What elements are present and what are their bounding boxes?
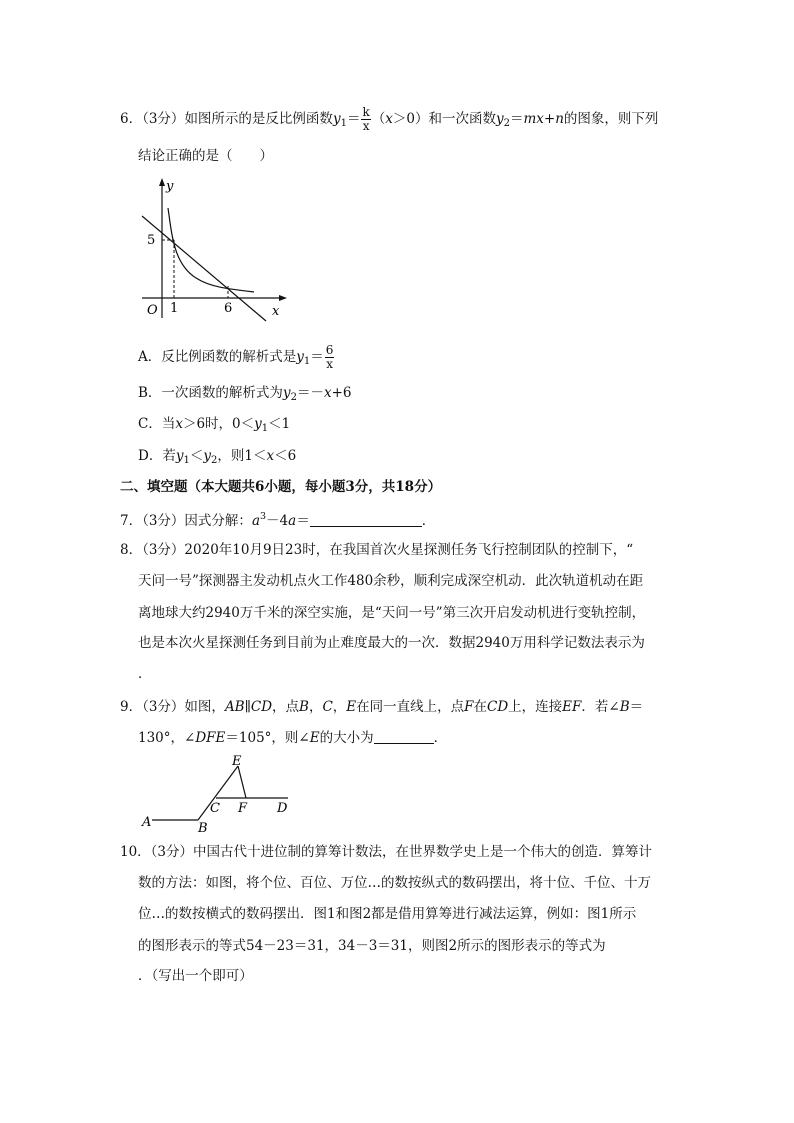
label-b: B <box>198 821 208 834</box>
label-c: C <box>210 801 220 816</box>
q9-line1: 9．（3分）如图，AB∥CD，点B，C，E在同一直线上，点F在CD上，连接EF．若∠B＝ <box>120 699 644 715</box>
label-a: A <box>142 815 152 830</box>
label-f: F <box>238 801 248 816</box>
q6-line2: 结论正确的是（ ） <box>138 148 273 164</box>
q8-line3: 离地球大约2940万千米的深空实施，是“天问一号”第三次开启发动机进行变轨控制， <box>138 605 646 621</box>
tick-5: 5 <box>147 233 156 248</box>
q10-line3: 位…的数按横式的数码摆出．图1和图2都是借用算筹进行减法运算，例如：图1所示 <box>138 906 637 922</box>
q8-line2: 天问一号”探测器主发动机点火工作480余秒，顺利完成深空机动．此次轨道机动在距 <box>138 573 644 589</box>
q10-line1: 10．（3分）中国古代十进位制的算筹计数法，在世界数学史上是一个伟大的创造．算筹计 <box>120 844 653 860</box>
q8-line1: 8．（3分）2020年10月9日23时，在我国首次火星探测任务飞行控制团队的控制下，“ <box>120 542 634 558</box>
q6-option-c: C．当x＞6时，$0<y_1<1$ <box>138 416 291 434</box>
linear-function-line <box>142 216 266 321</box>
q6-option-b: B．一次函数的解析式为$y_2=-x+6$ <box>138 385 352 403</box>
line-ef <box>238 766 246 798</box>
answer-blank[interactable] <box>374 729 434 744</box>
q10-line5: ．（写出一个即可） <box>138 968 253 984</box>
origin-label: O <box>147 303 158 318</box>
q8-line4: 也是本次火星探测任务到目前为止难度最大的一次．数据2940万用科学记数法表示为 <box>138 635 645 651</box>
q6-option-a: A．反比例函数的解析式是$y_1=$ $\frac{6}{x}$ <box>138 343 334 371</box>
y-axis-arrow <box>159 178 165 186</box>
q9-line2: 130°，∠DFE＝105°，则∠E的大小为 ． <box>138 730 448 746</box>
q9-figure <box>140 754 300 834</box>
q6-fraction: $\frac{k}{x}$ <box>362 105 370 133</box>
q8-line5: ． <box>138 666 152 682</box>
q7: 7．（3分）因式分解：$a^3-4a=$ ． <box>120 511 436 529</box>
q10-line4: 的图形表示的等式54－23＝31，34－3＝31，则图2所示的图形表示的等式为 <box>138 938 606 954</box>
q6-line1: 6．（3分）如图所示的是反比例函数$y_1=$ $\frac{k}{x}$ （x＞0）和一次函数$y_2=mx+n$的图象，则下列 <box>120 105 659 133</box>
q6-option-d: D．若$y_1<y_2$，则1＜x＜6 <box>138 448 297 466</box>
tick-6: 6 <box>224 301 233 316</box>
label-d: D <box>277 801 288 816</box>
label-e: E <box>232 754 242 769</box>
section-heading: 二、填空题（本大题共6小题，每小题3分，共18分） <box>120 479 442 495</box>
tick-1: 1 <box>170 301 179 316</box>
x-axis-arrow <box>279 295 287 301</box>
q10-line2: 数的方法：如图，将个位、百位、万位…的数按纵式的数码摆出，将十位、千位、十万 <box>138 875 651 891</box>
q6-score: （3分） <box>142 111 185 127</box>
y-label: y <box>166 179 174 194</box>
hyperbola-curve <box>168 208 254 292</box>
x-label: x <box>272 304 280 319</box>
q6-graph <box>136 176 296 324</box>
answer-blank[interactable] <box>310 512 422 527</box>
q6-number: 6． <box>120 111 143 127</box>
